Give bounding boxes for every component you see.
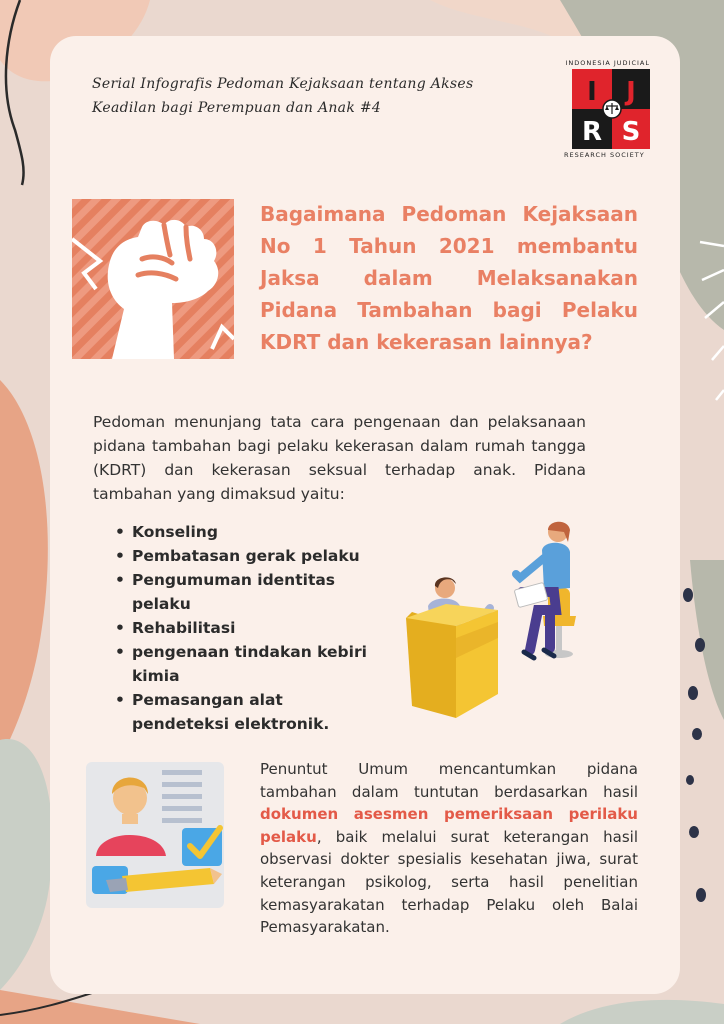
penalty-list	[115, 520, 385, 736]
list-item: • pengenaan tindakan kebiri kimia	[115, 640, 385, 688]
assessment-paragraph	[260, 758, 638, 939]
question-heading: Bagaimana Pedoman Kejaksaan No 1 Tahun 2021 membantu Jaksa dalam Melaksanakan Pidana Tambahan bagi Pelaku KDRT dan kekerasan lainnya?	[260, 202, 638, 354]
series-title	[92, 72, 522, 120]
paragraph-text-before: Penuntut Umum mencantumkan pidana tambahan dalam tuntutan berdasarkan hasil	[260, 760, 638, 801]
document-checklist-illustration	[82, 758, 232, 910]
list-item: • Rehabilitasi	[115, 616, 385, 640]
series-title-line-2: Keadilan bagi Perempuan dan Anak #4	[92, 100, 382, 116]
paragraph-highlight: dokumen asesmen pemeriksaan perilaku pelaku	[260, 805, 638, 846]
counseling-illustration	[398, 518, 593, 726]
ijrs-logo	[562, 56, 662, 168]
logo-letter-i: I	[587, 77, 597, 107]
paragraph-text-after: , baik melalui surat keterangan hasil observasi dokter spesialis kesehatan jiwa, surat keterangan psikolog, serta hasil penelitian kemasyarakatan terhadap Pelaku oleh Balai Pemasyarakatan.	[260, 827, 638, 937]
logo-text-top: INDONESIA JUDICIAL	[565, 59, 650, 67]
raised-fist-icon	[72, 199, 234, 359]
list-item: • Pemasangan alat pendeteksi elektronik.	[115, 688, 385, 736]
logo-letter-j: J	[626, 77, 636, 107]
logo-letter-s: S	[621, 117, 641, 147]
series-title-line-1: Serial Infografis Pedoman Kejaksaan tentang Akses	[92, 76, 474, 92]
logo-text-bottom: RESEARCH SOCIETY	[564, 151, 645, 159]
list-item: • Konseling	[115, 520, 385, 544]
list-item: • Pengumuman identitas pelaku	[115, 568, 385, 616]
list-item: • Pembatasan gerak pelaku	[115, 544, 385, 568]
scales-icon	[603, 100, 621, 118]
intro-paragraph: Pedoman menunjang tata cara pengenaan dan pelaksanaan pidana tambahan bagi pelaku kekerasan dalam rumah tangga (KDRT) dan kekerasan seksual terhadap anak. Pidana tambahan yang dimaksud yaitu:	[93, 413, 586, 503]
logo-letter-r: R	[581, 117, 603, 147]
